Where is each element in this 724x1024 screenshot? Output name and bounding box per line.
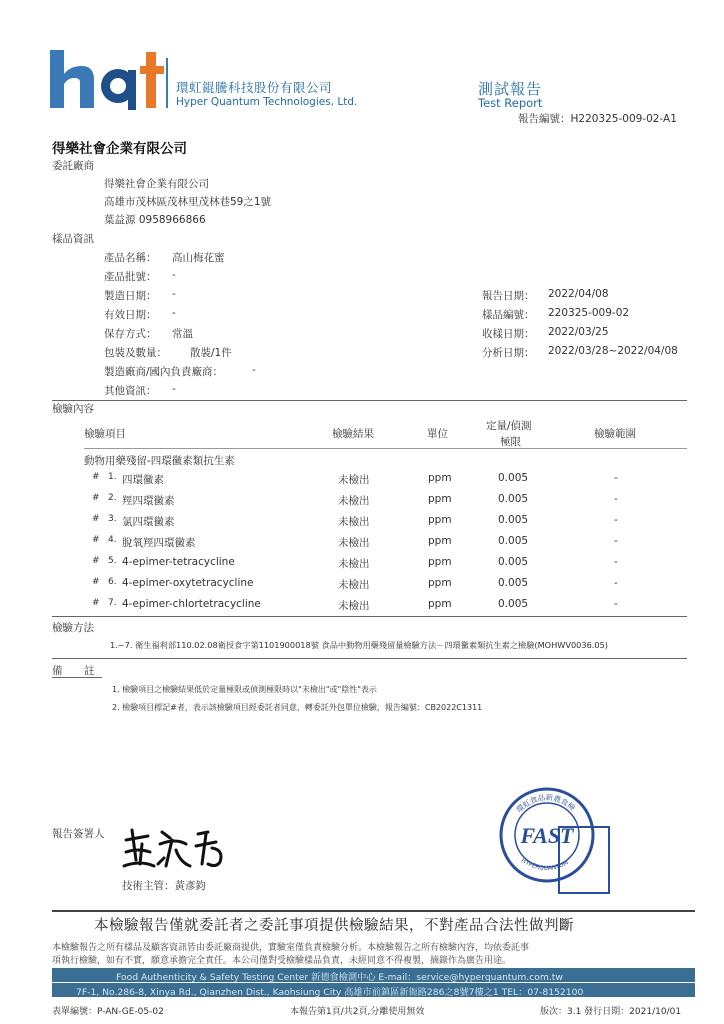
- footer-band-1: [52, 968, 695, 982]
- version-info: 版次：3.1 發行日期：2021/10/01: [540, 1007, 682, 1017]
- notes-underline: [52, 677, 102, 678]
- header-divider: [84, 448, 687, 449]
- row-limit: 0.005: [498, 556, 529, 568]
- signature-icon: [120, 822, 230, 872]
- client-address: 高雄市茂林區茂林里茂林巷59之1號: [104, 196, 272, 208]
- right-field-label: 樣品編號：: [482, 309, 535, 321]
- row-mark: #: [92, 493, 100, 503]
- notes-label-1: 備: [52, 665, 63, 677]
- right-field-value: 2022/03/25: [548, 326, 609, 338]
- header-result: 檢驗結果: [332, 428, 374, 440]
- row-result: 未檢出: [338, 579, 370, 591]
- divider: [52, 616, 687, 617]
- row-range: -: [614, 472, 618, 484]
- page-info: 本報告第1頁/共2頁,分離使用無效: [290, 1007, 425, 1017]
- row-item-name: 4-epimer-tetracycline: [122, 556, 235, 568]
- test-category: 動物用藥殘留-四環黴素類抗生素: [84, 455, 235, 467]
- sample-field-label: 製造日期：: [104, 290, 157, 302]
- client-title: 得樂社會企業有限公司: [52, 141, 187, 157]
- row-number: 6.: [108, 577, 117, 587]
- right-field-value: 2022/03/28~2022/04/08: [548, 345, 678, 357]
- sample-field-value: 高山梅花蜜: [172, 252, 225, 264]
- report-title-zh: 測試報告: [478, 80, 543, 98]
- sample-section-label: 樣品資訊: [52, 233, 94, 245]
- row-result: 未檢出: [338, 516, 370, 528]
- row-number: 1.: [108, 472, 117, 482]
- divider: [52, 658, 687, 659]
- sample-field-value: -: [172, 383, 176, 395]
- sample-field-label: 有效日期：: [104, 309, 157, 321]
- form-number: 表單編號：P-AN-GE-05-02: [52, 1007, 164, 1017]
- tests-section-label: 檢驗內容: [52, 403, 94, 415]
- row-unit: ppm: [428, 472, 452, 484]
- sample-field-label: 製造廠商/國內負責廠商：: [104, 366, 224, 378]
- sample-field-label: 其他資訊：: [104, 385, 157, 397]
- header-range: 檢驗範圍: [594, 428, 636, 440]
- row-range: -: [614, 514, 618, 526]
- sample-field-label: 包裝及數量：: [104, 347, 167, 359]
- client-name: 得樂社會企業有限公司: [104, 178, 209, 190]
- row-range: -: [614, 535, 618, 547]
- row-limit: 0.005: [498, 514, 529, 526]
- company-logo: [48, 48, 168, 112]
- row-result: 未檢出: [338, 600, 370, 612]
- right-field-label: 報告日期：: [482, 290, 535, 302]
- company-name-zh: 環虹錕騰科技股份有限公司: [176, 80, 333, 95]
- handwritten-signature: [120, 822, 230, 872]
- row-item-name: 羥四環黴素: [122, 495, 175, 507]
- header-limit-1: 定量/偵測: [486, 420, 532, 432]
- row-mark: #: [92, 535, 100, 545]
- sample-field-value: -: [172, 288, 176, 300]
- sample-field-value: -: [172, 307, 176, 319]
- svg-text:環虹食品新農食檢驗中心: 環虹食品新農食檢: [514, 792, 577, 815]
- footer-sub-1: 本檢驗報告之所有樣品及顧客資訊皆由委託廠商提供，實驗室僅負責檢驗分析。本檢驗報告之所有檢驗內容，均依委託事: [52, 943, 530, 953]
- header-item: 檢驗項目: [84, 428, 126, 440]
- footer-divider: [52, 910, 695, 912]
- row-item-name: 氯四環黴素: [122, 516, 175, 528]
- client-section-label: 委託廠商: [52, 160, 94, 172]
- row-limit: 0.005: [498, 472, 529, 484]
- row-mark: #: [92, 577, 100, 587]
- row-unit: ppm: [428, 514, 452, 526]
- row-limit: 0.005: [498, 535, 529, 547]
- right-field-label: 收樣日期：: [482, 328, 535, 340]
- row-range: -: [614, 493, 618, 505]
- row-unit: ppm: [428, 577, 452, 589]
- row-item-name: 4-epimer-chlortetracycline: [122, 598, 261, 610]
- band-text: 7F-1, No.286-8, Xinya Rd., Qianzhen Dist., Kaohsiung City 高雄市前鎮區新衙路286之8號7樓之1 TEL：07-8152100: [76, 987, 584, 998]
- row-range: -: [614, 556, 618, 568]
- row-mark: #: [92, 514, 100, 524]
- logo-divider: [166, 58, 168, 108]
- right-field-value: 220325-009-02: [548, 307, 630, 319]
- sample-field-value: 常溫: [172, 328, 193, 340]
- row-limit: 0.005: [498, 598, 529, 610]
- notes-label-2: 註: [84, 665, 95, 677]
- right-field-label: 分析日期：: [482, 347, 535, 359]
- svg-text:FAST: FAST: [520, 823, 574, 848]
- row-unit: ppm: [428, 535, 452, 547]
- hqt-logo-icon: [48, 48, 168, 112]
- sample-field-label: 產品批號：: [104, 271, 157, 283]
- footer-band-2: [52, 983, 695, 997]
- row-unit: ppm: [428, 493, 452, 505]
- band-text: Food Authenticity & Safety Testing Center 新德食檢測中心 E-mail：service@hyperquantum.com.tw: [116, 972, 563, 983]
- sample-field-value: -: [172, 269, 176, 281]
- method-text: 1.~7. 衛生福利部110.02.08衛授食字第1101900018號 食品中動物用藥殘留量檢驗方法－四環黴素類抗生素之檢驗(MOHWV0036.05): [110, 640, 608, 650]
- row-number: 5.: [108, 556, 117, 566]
- row-unit: ppm: [428, 556, 452, 568]
- note-item: 2. 檢驗項目標記#者，表示該檢驗項目經委託者同意，轉委託外包單位檢驗，報告編號：CB2022C1311: [112, 703, 483, 712]
- row-result: 未檢出: [338, 558, 370, 570]
- row-result: 未檢出: [338, 495, 370, 507]
- row-result: 未檢出: [338, 474, 370, 486]
- row-unit: ppm: [428, 598, 452, 610]
- row-number: 4.: [108, 535, 117, 545]
- footer-sub-2: 項執行檢驗，如有不實，願意承擔完全責任。本公司僅對受檢驗樣品負責，未經同意不得複製，摘錄作為廣告用途。: [52, 956, 512, 966]
- row-mark: #: [92, 472, 100, 482]
- row-result: 未檢出: [338, 537, 370, 549]
- header-unit: 單位: [427, 428, 448, 440]
- row-number: 7.: [108, 598, 117, 608]
- sample-field-value: 散裝/1件: [190, 347, 232, 359]
- row-limit: 0.005: [498, 493, 529, 505]
- signer-label: 報告簽署人: [52, 828, 105, 840]
- client-contact: 葉益源 0958966866: [104, 214, 206, 226]
- row-limit: 0.005: [498, 577, 529, 589]
- svg-text:HYPERQUANTUM: HYPERQUANTUM: [519, 856, 570, 873]
- lab-stamp: [497, 783, 612, 898]
- method-section-label: 檢驗方法: [52, 622, 94, 634]
- right-field-value: 2022/04/08: [548, 288, 609, 300]
- footer-disclaimer: 本檢驗報告僅就委託者之委託事項提供檢驗結果，不對產品合法性做判斷: [94, 918, 574, 934]
- row-number: 2.: [108, 493, 117, 503]
- stamp-icon: [497, 783, 612, 898]
- svg-text:FAST: FAST: [497, 783, 500, 784]
- supervisor: 技術主管：黃彥鈞: [122, 880, 206, 892]
- sample-field-label: 保存方式：: [104, 328, 157, 340]
- report-number: 報告編號：H220325-009-02-A1: [518, 113, 677, 125]
- report-title-en: Test Report: [478, 96, 543, 110]
- header-limit-2: 極限: [500, 436, 521, 448]
- sample-field-label: 產品名稱：: [104, 252, 157, 264]
- row-mark: #: [92, 598, 100, 608]
- row-item-name: 4-epimer-oxytetracycline: [122, 577, 254, 589]
- row-range: -: [614, 598, 618, 610]
- note-item: 1. 檢驗項目之檢驗結果低於定量極限或偵測極限時以"未檢出"或"陰性"表示: [112, 685, 377, 694]
- row-number: 3.: [108, 514, 117, 524]
- company-name-en: Hyper Quantum Technologies, Ltd.: [176, 96, 358, 108]
- row-mark: #: [92, 556, 100, 566]
- row-item-name: 脫氧羥四環黴素: [122, 537, 196, 549]
- row-range: -: [614, 577, 618, 589]
- divider: [52, 400, 687, 401]
- row-item-name: 四環黴素: [122, 474, 164, 486]
- sample-field-value: -: [252, 364, 256, 376]
